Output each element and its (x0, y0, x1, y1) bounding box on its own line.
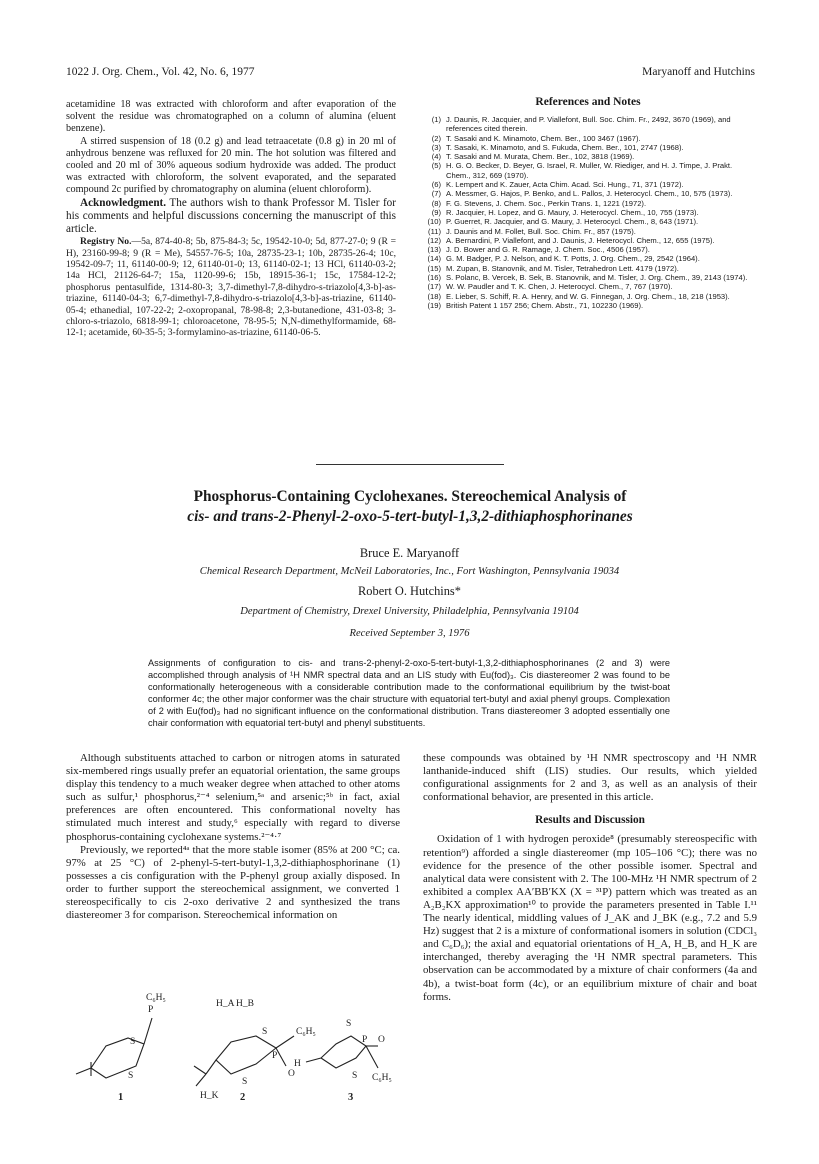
s-label: S (130, 1037, 136, 1047)
registry-numbers (66, 236, 396, 339)
reference-number: (4) (431, 152, 441, 162)
reference-number: (9) (431, 207, 441, 217)
title-line-2: cis- and trans-2-Phenyl-2-oxo-5-tert-butyl-1,3,2-dithiaphosphorinanes (187, 508, 633, 525)
reference-number: (19) (427, 300, 441, 310)
c6h5-label: C₆H₅ (146, 993, 166, 1003)
reference-item (420, 217, 756, 226)
reference-number: (16) (427, 273, 441, 283)
reference-text: W. W. Paudler and T. K. Chen, J. Heterocycl. Chem., 7, 767 (1970). (446, 282, 673, 292)
paragraph: Oxidation of 1 with hydrogen peroxide⁸ (presumably stereospecific with retention⁹) afforded a single diastereomer (mp 105–106 °C); there was no evidence for the presence of the other possible isomer. Spectral and analytical data were consistent with 2. The 100-MHz ¹H NMR spectrum of 2 exhibited a complex AA′BB′KX (X = ³¹P) pattern which was treated as an A₂B₂KX approximation¹⁰ to provide the parameters presented in Table I.¹¹ The nearly identical, middling values of J_AK and J_BK (e.g., 7.2 and 5.9 Hz) suggest that 2 is a mixture of conformational isomers in solution (CDCl₃ and C₆D₆); the axial and equatorial orientations of H_A, H_B, and H_K are interchanged, thereby averaging the ¹H NMR spectral parameters. This observation can be accommodated by a mixture of chair conformers (4a and 4b), a twist-boat form (4c), or an equilibrium mixture of chair and boat forms. (423, 833, 757, 1003)
reference-number: (11) (428, 226, 441, 236)
s-label: S (262, 1027, 268, 1037)
reference-text: T. Sasaki, K. Minamoto, and S. Fukuda, Chem. Ber., 101, 2747 (1968). (446, 142, 684, 152)
section-heading: Results and Discussion (535, 814, 645, 827)
reference-item (420, 143, 756, 152)
references-list (420, 115, 756, 310)
author-2: Robert O. Hutchins* (358, 584, 461, 598)
reference-item (420, 292, 756, 301)
hb-label: H_B (236, 999, 254, 1009)
reference-item (420, 161, 756, 180)
reference-text: J. Daunis and M. Follet, Bull. Soc. Chim. Fr., 857 (1975). (446, 226, 636, 236)
reference-number: (10) (427, 217, 441, 227)
reference-text: F. G. Stevens, J. Chem. Soc., Perkin Trans. 1, 1221 (1972). (446, 198, 647, 208)
reference-text: British Patent 1 157 256; Chem. Abstr., 71, 102230 (1969). (446, 300, 644, 310)
references-section (420, 96, 756, 310)
reference-number: (18) (427, 291, 441, 301)
paragraph: Although substituents attached to carbon or nitrogen atoms in saturated six-membered rings usually prefer an equatorial orientation, the same groups display this tendency to a much weaker degree when attached to other atoms such as sulfur,¹ phosphorus,²⁻⁴ selenium,⁵ᵃ and arsenic;⁵ᵇ in fact, axial preferences are often encountered. This conformational novelty has stimulated much interest and study,⁶ especially with regard to diverse phosphorus-containing cyclohexane systems.²⁻⁴·⁷ (66, 752, 400, 843)
reference-item (420, 134, 756, 143)
reference-item (420, 208, 756, 217)
reference-number: (7) (431, 189, 441, 199)
reference-item (420, 227, 756, 236)
paragraph: these compounds was obtained by ¹H NMR spectroscopy and ¹H NMR lanthanide-induced shift (LIS) studies. Our results, which yielded configurational assignments for 2 and 3, as well as an analysis of their conformational behavior, are presented in this article. (423, 752, 757, 804)
reference-item (420, 189, 756, 198)
title-line-1: Phosphorus-Containing Cyclohexanes. Stereochemical Analysis of (193, 488, 627, 505)
reference-text: J. D. Bower and G. R. Ramage, J. Chem. Soc., 4506 (1957). (446, 245, 650, 255)
hk-label: H_K (200, 1091, 219, 1101)
ha-label: H_A (216, 999, 235, 1009)
reference-text: M. Zupan, B. Stanovnik, and M. Tisler, Tetrahedron Lett. 4179 (1972). (446, 263, 679, 273)
reference-text: T. Sasaki and K. Minamoto, Chem. Ber., 100 3467 (1967). (446, 133, 641, 143)
left-column (66, 99, 396, 339)
ack-text: The authors wish to thank Professor M. Tisler for his comments and helpful discussions concerning the manuscript of this article. (66, 196, 396, 236)
c6h5-label: C₆H₅ (372, 1073, 392, 1083)
affiliation-1: Chemical Research Department, McNeil Laboratories, Inc., Fort Washington, Pennsylvania 19034 (199, 566, 620, 577)
reference-item (420, 245, 756, 254)
reference-number: (8) (431, 198, 441, 208)
compound-label-2: 2 (240, 1092, 246, 1103)
o-label: O (378, 1035, 385, 1045)
h-label: H (294, 1059, 301, 1069)
reference-item (420, 152, 756, 161)
reference-item (420, 199, 756, 208)
reference-text: J. Daunis, R. Jacquier, and P. Viallefont, Bull. Soc. Chim. Fr., 2492, 3670 (1969), and references cited therein. (446, 115, 731, 134)
running-head-left: 1022 J. Org. Chem., Vol. 42, No. 6, 1977 (66, 66, 255, 78)
reference-item (420, 236, 756, 245)
ack-label: Acknowledgment. (80, 196, 167, 209)
chemical-structures (66, 986, 406, 1106)
reference-text: S. Polanc, B. Vercek, B. Sek, B. Stanovnik, and M. Tisler, J. Org. Chem., 39, 2143 (1974). (446, 273, 748, 283)
paragraph: Previously, we reported⁴ᵃ that the more stable isomer (85% at 200 °C; ca. 97% at 25 °C) of 2-phenyl-5-tert-butyl-1,3,2-dithiaphosphorinane (1) possesses a cis configuration with the P-phenyl group axially disposed. In order to further support the stereochemical assignment, we converted 1 stereospecifically to cis 2-oxo derivative 2 and synthesized the trans diastereomer 3 for comparison. Stereochemical information on (66, 843, 400, 922)
reference-text: R. Jacquier, H. Lopez, and G. Maury, J. Heterocycl. Chem., 10, 755 (1973). (446, 207, 699, 217)
article-divider (316, 464, 504, 465)
reference-text: T. Sasaki and M. Murata, Chem. Ber., 102, 3818 (1969). (446, 152, 635, 162)
acknowledgment (66, 197, 396, 237)
reference-item (420, 273, 756, 282)
reference-text: G. M. Badger, P. J. Nelson, and K. T. Potts, J. Org. Chem., 29, 2542 (1964). (446, 254, 700, 264)
s-label: S (242, 1077, 248, 1087)
reference-item (420, 115, 756, 134)
reference-number: (6) (431, 180, 441, 190)
abstract: Assignments of configuration to cis- and trans-2-phenyl-2-oxo-5-tert-butyl-1,3,2-dithiaphosphorinanes (2 and 3) were accomplished through analysis of ¹H NMR spectral data and an LIS study with Eu(fod)₃. Cis diastereomer 2 was found to be conformationally heterogeneous with a considerable contribution made to the conformational equilibrium by the twist-boat conformer 4c; the other major conformer was the chair structure with equatorial tert-butyl and axial phenyl groups. Complexation of 2 with Eu(fod)₃ had no significant influence on the conformational distribution. Trans diastereomer 3 adopted essentially one chair conformation with equatorial tert-butyl and phenyl substituents. (148, 658, 670, 728)
article-title (80, 487, 740, 527)
reference-item (420, 282, 756, 291)
compound-label-1: 1 (118, 1092, 124, 1103)
author-1: Bruce E. Maryanoff (359, 546, 460, 560)
reference-text: E. Lieber, S. Schiff, R. A. Henry, and W. G. Finnegan, J. Org. Chem., 18, 218 (1953). (446, 291, 730, 301)
s-label: S (346, 1019, 352, 1029)
reference-number: (5) (431, 161, 441, 171)
reference-number: (17) (427, 282, 441, 292)
o-label: O (288, 1069, 295, 1079)
reference-text: A. Messmer, G. Hajos, P. Benko, and L. Pallos, J. Heterocycl. Chem., 10, 575 (1973). (446, 189, 733, 199)
s-label: S (352, 1071, 358, 1081)
reference-item (420, 264, 756, 273)
reference-item (420, 254, 756, 263)
reference-number: (12) (427, 235, 441, 245)
reference-number: (2) (431, 133, 441, 143)
body-left-column (66, 752, 400, 922)
reference-text: P. Guerret, R. Jacquier, and G. Maury, J. Heterocycl. Chem., 8, 643 (1971). (446, 217, 699, 227)
running-head-right: Maryanoff and Hutchins (642, 66, 755, 78)
reference-number: (15) (427, 263, 441, 273)
reference-number: (3) (431, 142, 441, 152)
reference-number: (1) (431, 115, 441, 124)
p-label: P (148, 1005, 154, 1015)
compound-label-3: 3 (348, 1092, 354, 1103)
reference-number: (13) (427, 245, 441, 255)
paragraph: acetamidine 18 was extracted with chloroform and after evaporation of the solvent the residue was chromatographed on a column of alumina (eluent benzene). (66, 99, 396, 135)
registry-text: —5a, 874-40-8; 5b, 875-84-3; 5c, 19542-10-0; 5d, 877-27-0; 9 (R = H), 23160-99-8; 9 (R = Me), 54557-76-5; 10a, 28735-23-1; 10b, 28735-26-4; 10c, 19542-09-7; 11, 61140-00-9; 12, 61140-01-0; 13, 61140-02-1; 13 HCl, 61140-03-2; 14a HCl, 21126-64-7; 15a, 1120-99-6; 15b, 18915-36-1; 15c, 17584-12-2; phosphorus pentasulfide, 1314-80-3; 3,7-dimethyl-7,8-dihydro-s-triazolo[4,3-b]-as-triazine, 61140-04-3; 6,7-dimethyl-7,8-dihydro-s-triazolo[4,3-b]-as-triazine, 61140-05-4; ethanedial, 107-22-2; 2-oxopropanal, 78-98-8; 2,3-butanedione, 431-03-8; 3-chloro-s-triazolo, 6818-99-1; chloroacetone, 78-95-5; N,N-dimethylformamide, 68-12-1; acetamide, 60-35-5; 3-formylamino-as-triazine, 61140-06-5. (66, 236, 396, 339)
p-label: P (362, 1035, 368, 1045)
reference-text: K. Lempert and K. Zauer, Acta Chim. Acad. Sci. Hung., 71, 371 (1972). (446, 180, 684, 190)
references-title: References and Notes (535, 96, 641, 108)
reference-text: A. Bernardini, P. Viallefont, and J. Daunis, J. Heterocycl. Chem., 12, 655 (1975). (446, 235, 715, 245)
body-right-column (423, 752, 757, 1004)
reference-item (420, 301, 756, 310)
affiliation-2: Department of Chemistry, Drexel University, Philadelphia, Pennsylvania 19104 (240, 606, 579, 617)
p-label: P (272, 1051, 278, 1061)
reference-item (420, 180, 756, 189)
registry-label: Registry No. (80, 236, 132, 248)
c6h5-label: C₆H₅ (296, 1027, 316, 1037)
reference-text: H. G. O. Becker, D. Beyer, G. Israel, R. Muller, W. Riediger, and H. J. Timpe, J. Prakt. Chem., 312, 669 (1970). (446, 161, 733, 180)
paragraph: A stirred suspension of 18 (0.2 g) and lead tetraacetate (0.8 g) in 20 ml of anhydrous benzene was refluxed for 20 min. The hot solution was filtered and cooled and 20 ml of 30% aqueous sodium hydroxide was added. The product was extracted with chloroform, the solvent evaporated, and the separated compound 2c purified by chromatography on alumina (eluent chloroform). (66, 135, 396, 196)
s-label: S (128, 1071, 134, 1081)
reference-number: (14) (427, 254, 441, 264)
received-date: Received September 3, 1976 (349, 628, 470, 639)
